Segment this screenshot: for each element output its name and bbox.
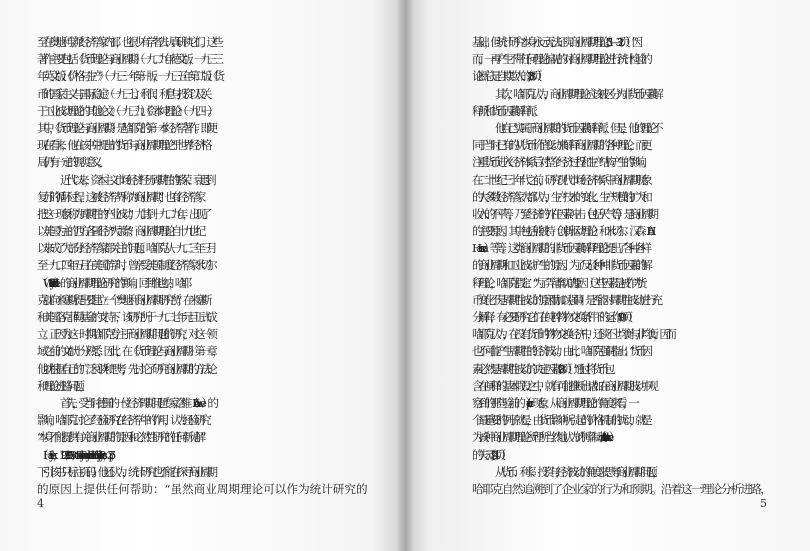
text-line: 至一九二四年五月在美国游学时，曾亲受美国制度经济学家米切尔: [37, 258, 213, 273]
text-line: 以美国为主的西方各国经济“大萧条”。商业周期理论自十九世纪: [37, 224, 201, 239]
text-line: 注重货币进入经济体系后对整个经济过程和生产结构产生的影响。: [472, 155, 648, 170]
text-line: 局仍有一定的现实意义。: [37, 155, 104, 170]
text-line: 币变化不是周期性波动的原因’而加以强调）是否能对周期性波动进行充: [472, 292, 658, 307]
text-line: 的原因上提供任何帮助：“虽然商业周期理论可以作为统计研究的: [37, 481, 368, 496]
text-line: 下引该书只标注页码）。他还认为，统计研究也不能在探寻商业周期: [37, 464, 213, 479]
text-line: 而，一再产生不带任何理论偏见的对商业周期理论进行统计检验的: [472, 52, 648, 67]
text-line: 在二十世纪三十年代之前，研究现代市场经济体系中商业周期现象: [472, 172, 648, 187]
text-line: 首先，受当时德国的一位经济周期问题专家洛维（A. Löwe）的: [60, 395, 214, 410]
text-line: “本身不能提供有关商业周期的原因和必然性研究的任何新见解”: [37, 430, 201, 445]
text-line: 从货币、利率、投资与经济波动的角度来思考商业周期问题，: [495, 464, 659, 479]
text-line: 复苏的循环过程，这被经济学界称为“商业周期”，也有经济学家: [37, 189, 201, 204]
text-line: 个最重要的例子就是，由货币影响所引起的价格机制的扰动，就是: [472, 413, 648, 428]
left-page-number: 4: [37, 497, 44, 510]
text-line: 察到的那些验前的（a priori）现象。从商业周期理论的角度来看，一: [472, 395, 635, 410]
text-line: 也不可能产生周期性的经济波动。由此，哈耶克强调指出：“货币因: [472, 344, 648, 359]
text-line: 含在闸释的基本假设之中，就有可能推断出诸如在商业周期波动中观: [472, 378, 654, 393]
text-line: 和理论进路问题。: [37, 378, 86, 393]
text-line: 的主要原因。其中包括熊彼特（创新驱动理论）和米切尔、汉森（A. H.: [472, 224, 650, 239]
text-line: 至在奥地利学派经济学家内部，也很少有学者去认真研读它们。这些: [37, 35, 219, 49]
book-gutter: [396, 0, 414, 551]
text-line: 以来成了大部分经济学家都关注的问题。哈耶克从一九二三年三月: [37, 241, 213, 256]
text-line: 同于当时已有的从货币价值变动来解释商业周期的各种理论，而更: [472, 138, 648, 153]
text-line: 克就向米塞斯提出要建立一个“奥地利商业周期研究所”。在米塞斯: [37, 292, 207, 307]
text-line: 现在看来，他在该书中提出的“货币与商业周期理论”于世界经济格: [37, 138, 207, 153]
text-line: （Hayek，1929/1933, Monetary Theory and the Trade Cycle, Sentry Press，p. 27，: [37, 447, 117, 462]
text-line: 币的国家主义与国际稳定》（一九三七）、《利润、利息与投资以及关: [37, 86, 207, 101]
text-line: 影响，哈耶克讨论了经验研究在经济学中的作用，认为经验研究: [37, 413, 207, 428]
text-line: 的失灵。”（94页）: [472, 447, 507, 462]
text-line: 其中，《货币理论与商业周期》是哈耶克的第一本经济学著作。即便: [37, 120, 213, 135]
right-page-number: 5: [760, 497, 767, 510]
text-line: 的商业周期和工业波动产生的原因。为了反驳种种非货币因素的解: [472, 258, 648, 273]
text-line: 基础，但统计研究本身永远无法证实商业周期理论。”（31—32页）“因: [472, 35, 638, 49]
text-line: 哈耶克认为，在没有货币的物物交换经济中，还谈不上均衡与非均衡，因而: [472, 327, 672, 342]
text-line: 近代以来，资本主义市场经济经历周期性的繁荣、衰退到: [60, 172, 212, 187]
text-line: 和美国洛克菲勒基金的支持下，该研究所于一九二七年元旦正式成: [37, 310, 213, 324]
text-line: 年英文版）、《价格与生产》（一九三一年第一版，一九三五年第二版）、《货: [37, 69, 220, 84]
text-line: Hansen）等等。这类商业周期的非货币因素解释理论提出了各种各样: [472, 241, 647, 256]
text-line: 的大多数经济学家大都认为，生产技术的变化、生产规模的扩大和: [472, 189, 648, 204]
text-line: 立。正因为这一时期哈耶克专注于商业周期问题的研究，对这一领: [37, 327, 213, 342]
text-line: 论断总是自欺欺人的。”（38页）: [472, 69, 543, 84]
text-line: 把这一现象称为周期性的“产业波动”。尤其到一九二九年，出现了: [37, 206, 207, 221]
text-line: 其次，哈耶克认为，商业周期理论应该被区分为非货币因素解: [495, 86, 659, 101]
left-page-body: [37, 34, 368, 498]
text-line: 素必然是周期性波动的决定因素。”（98页）“通过将货币包: [472, 361, 610, 376]
text-line: 哈耶克自然追溯到了企业家的行为和预期。沿着这一理论分析进路，: [472, 481, 771, 496]
text-line: 域之前的文献十分熟悉，因此，在《货币理论与商业周期》第一章，: [37, 344, 219, 359]
text-line: 分解释，有必要研究它们在纯粹物物交换条件下的运作。”（90页）: [472, 310, 634, 324]
text-line: 释派和货币因素解释派。: [472, 103, 539, 118]
text-line: 著作主要包括《货币理论与商业周期》（一九二九年德文版，一九三三: [37, 52, 219, 67]
text-line: 为该种商业周期理论所理所当然地认为的‘利率制动’（interestbrake）: [472, 430, 615, 445]
text-line: 释理论，哈耶克假定：“为了弄清‘真实的’原因（这些因素是被作为‘货: [472, 275, 643, 290]
text-line: 他自己实属于商业周期的货币因素解释派，但是，他的理论不: [495, 120, 659, 135]
text-line: 于工业波动理论的其他论文》（一九三九）、《资本纯理论》（一九四一）。: [37, 103, 214, 118]
text-line: 收入的不平等，乃至经济的外在因素冲击（包括天气等），是商业周期: [472, 206, 654, 221]
right-page-body: [472, 34, 770, 498]
text-line: 他就根据自己的广泛阅读和思考，先讨论了研究商业周期的方法论: [37, 361, 213, 376]
text-line: （Wesley C. Mitchel）的商业周期理论研究的影响。回到维也纳，哈耶: [37, 275, 187, 290]
